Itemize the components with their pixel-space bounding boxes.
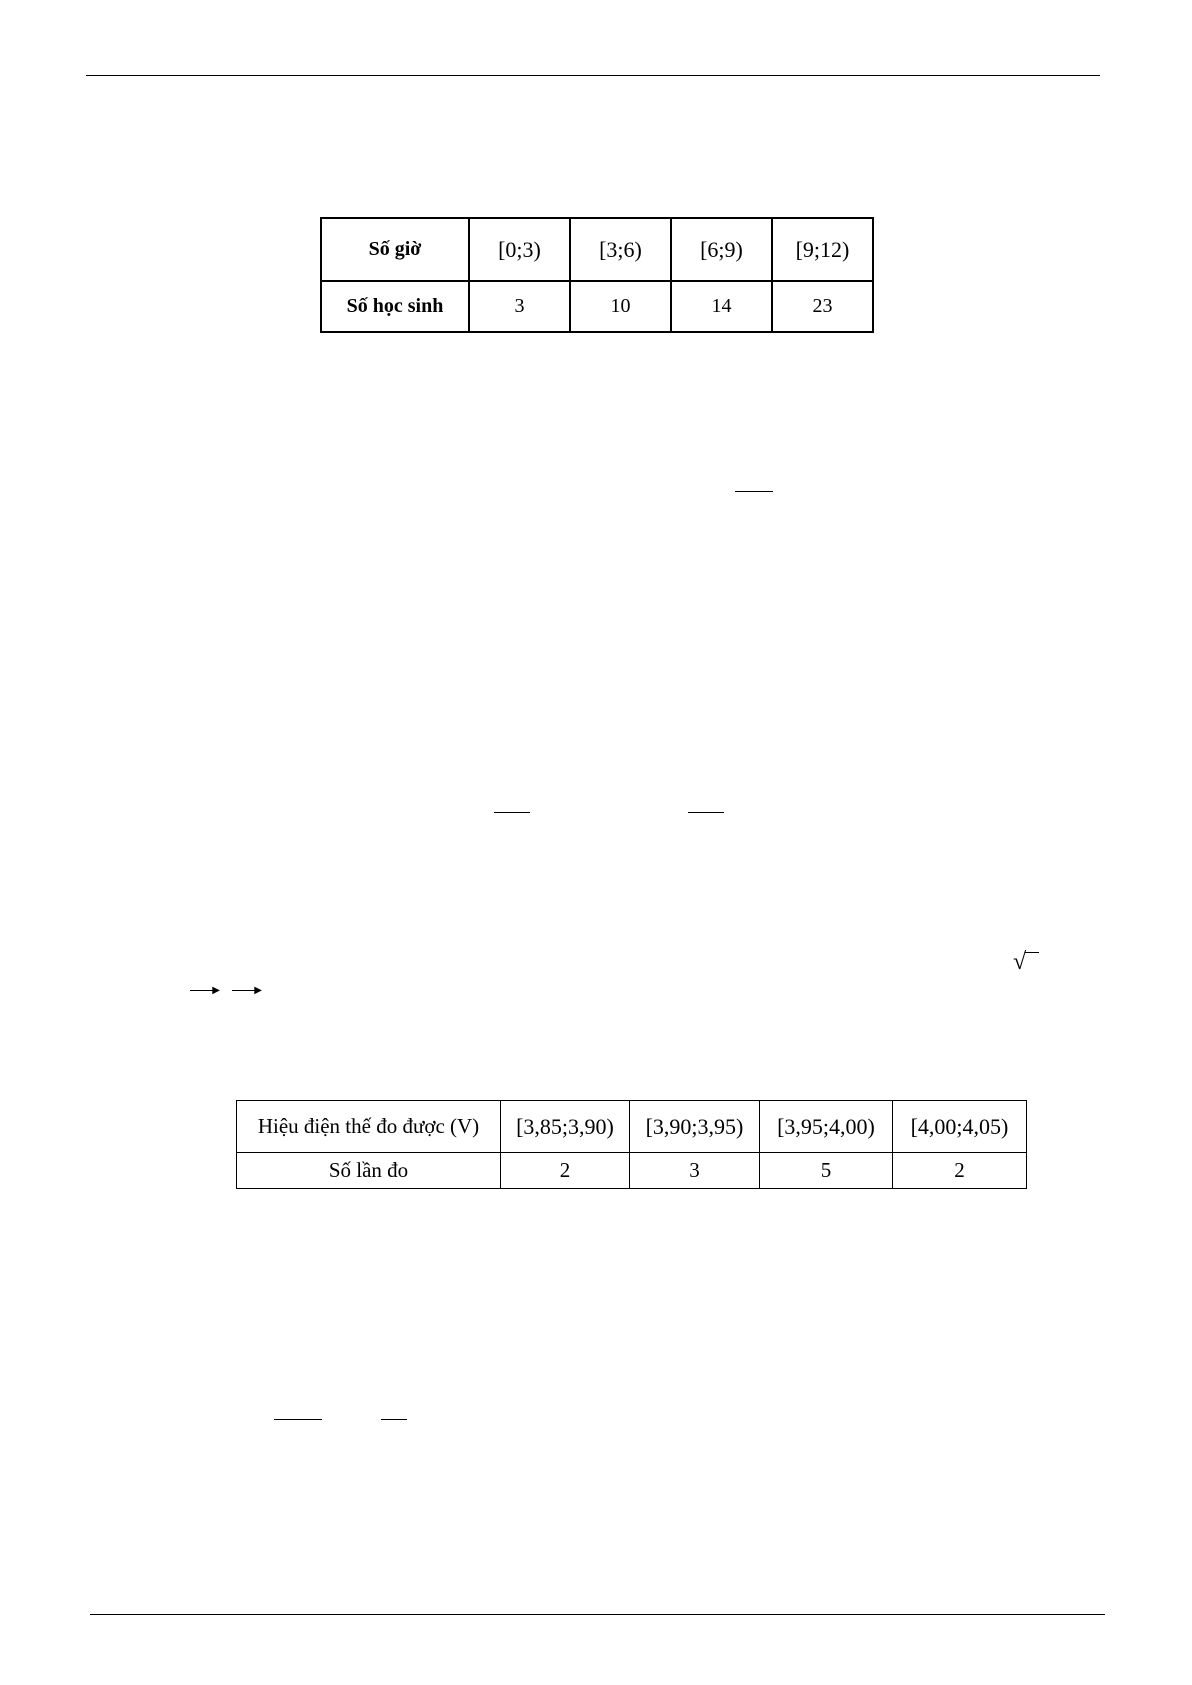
overline-mark <box>688 812 724 813</box>
row-header-voltage: Hiệu điện thế đo được (V) <box>237 1101 501 1153</box>
interval-cell: [0;3) <box>469 218 570 281</box>
interval-cell: [4,00;4,05) <box>893 1101 1027 1153</box>
interval-cell: [6;9) <box>671 218 772 281</box>
count-cell: 14 <box>671 281 772 332</box>
count-cell: 5 <box>760 1153 893 1189</box>
table-row <box>321 281 873 332</box>
row-header-measurements: Số lần đo <box>237 1153 501 1189</box>
overline-mark <box>735 491 773 492</box>
interval-cell: [9;12) <box>772 218 873 281</box>
row-header-hours: Số giờ <box>321 218 469 281</box>
overline-mark <box>381 1419 407 1420</box>
interval-cell: [3,95;4,00) <box>760 1101 893 1153</box>
row-header-students: Số học sinh <box>321 281 469 332</box>
interval-cell: [3;6) <box>570 218 671 281</box>
count-cell: 10 <box>570 281 671 332</box>
overline-mark <box>494 812 530 813</box>
overline-mark <box>274 1419 322 1420</box>
study-hours-table <box>320 217 874 333</box>
count-cell: 23 <box>772 281 873 332</box>
table-row <box>237 1153 1027 1189</box>
interval-cell: [3,85;3,90) <box>501 1101 630 1153</box>
sqrt-symbol: √ <box>1013 950 1026 974</box>
vector-arrow: ▶ <box>232 986 262 996</box>
footer-rule <box>90 1614 1105 1615</box>
count-cell: 2 <box>893 1153 1027 1189</box>
header-rule <box>86 75 1100 76</box>
count-cell: 3 <box>630 1153 760 1189</box>
interval-cell: [3,90;3,95) <box>630 1101 760 1153</box>
count-cell: 3 <box>469 281 570 332</box>
count-cell: 2 <box>501 1153 630 1189</box>
table-row <box>321 218 873 281</box>
vector-arrow: ▶ <box>190 986 220 996</box>
voltage-table <box>236 1100 1027 1189</box>
table-row <box>237 1101 1027 1153</box>
